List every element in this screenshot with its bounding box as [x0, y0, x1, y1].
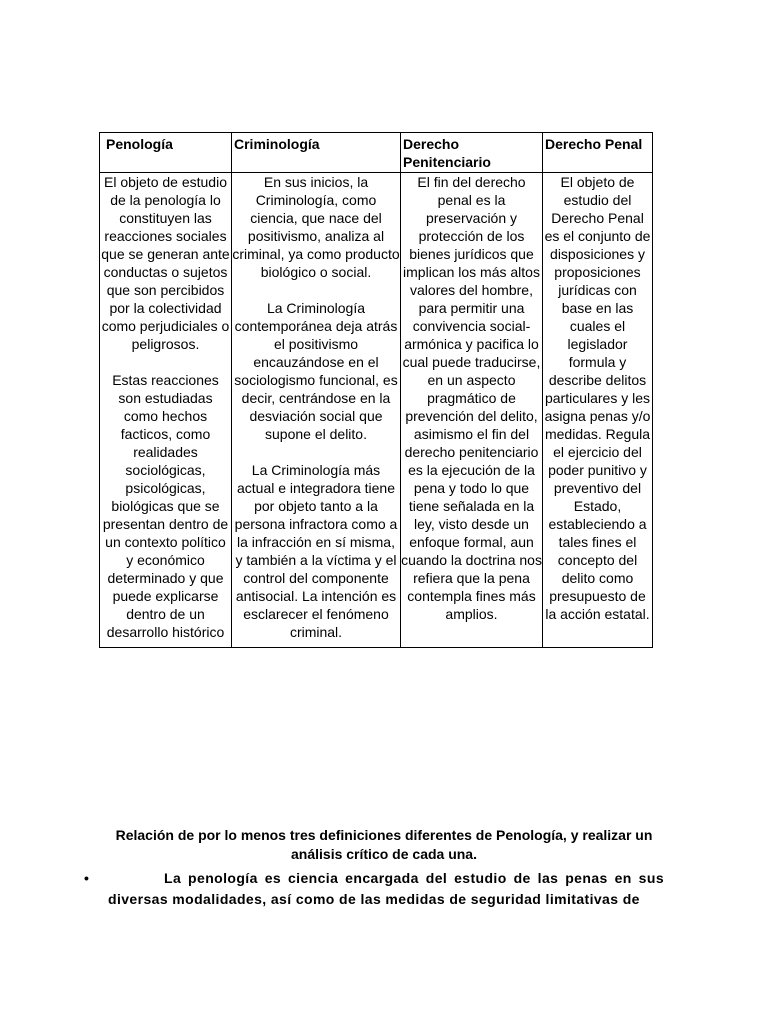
cell-penologia: El objeto de estudio de la penología lo constituyen las reacciones sociales que se generan ante conductas o sujetos que son percibidos por la colectividad como perjudiciales o peligrosos. Estas reacciones son estudiadas como hechos facticos, como realidades sociológicas, psicológicas, biológicas que se presentan dentro de un contexto político y económico determinado y que puede explicarse dentro de un desarrollo histórico: [100, 173, 232, 648]
list-item: [84, 868, 664, 910]
header-derecho-penal: Derecho Penal: [543, 133, 653, 173]
bullet-icon: •: [84, 870, 90, 886]
header-derecho-penitenciario: Derecho Penitenciario: [401, 133, 543, 173]
cell-criminologia: En sus inicios, la Criminología, como ciencia, que nace del positivismo, analiza al criminal, ya como producto biológico o social. La Criminología contemporánea deja atrás el positivismo encauzándose en el sociologismo funcional, es decir, centrándose en la desviación social que supone el delito. La Criminología más actual e integradora tiene por objeto tanto a la persona infractora como a la infracción en sí misma, y también a la víctima y el control del componente antisocial. La intención es esclarecer el fenómeno criminal.: [232, 173, 401, 648]
cell-derecho-penitenciario: El fin del derecho penal es la preservación y protección de los bienes jurídicos que implican los más altos valores del hombre, para permitir una convivencia social-armónica y pacifica lo cual puede traducirse, en un aspecto pragmático de prevención del delito, asimismo el fin del derecho penitenciario es la ejecución de la pena y todo lo que tiene señalada en la ley, visto desde un enfoque formal, aun cuando la doctrina nos refiera que la pena contempla fines más amplios.: [401, 173, 543, 648]
header-criminologia: Criminología: [232, 133, 401, 173]
table-row: [100, 173, 653, 648]
section-heading: Relación de por lo menos tres definiciones diferentes de Penología, y realizar un análisis crítico de cada una.: [115, 827, 653, 862]
bullet-text: La penología es ciencia encargada del estudio de las penas en sus diversas modalidades, así como de las medidas de seguridad limitativas de: [108, 870, 664, 907]
header-penologia: Penología: [100, 133, 232, 173]
cell-derecho-penal: El objeto de estudio del Derecho Penal es el conjunto de disposiciones y proposiciones jurídicas con base en las cuales el legislador formula y describe delitos particulares y les asigna penas y/o medidas. Regula el ejercicio del poder punitivo y preventivo del Estado, estableciendo a tales fines el concepto del delito como presupuesto de la acción estatal.: [543, 173, 653, 648]
table-header-row: [100, 133, 653, 173]
comparison-table: [99, 132, 653, 648]
